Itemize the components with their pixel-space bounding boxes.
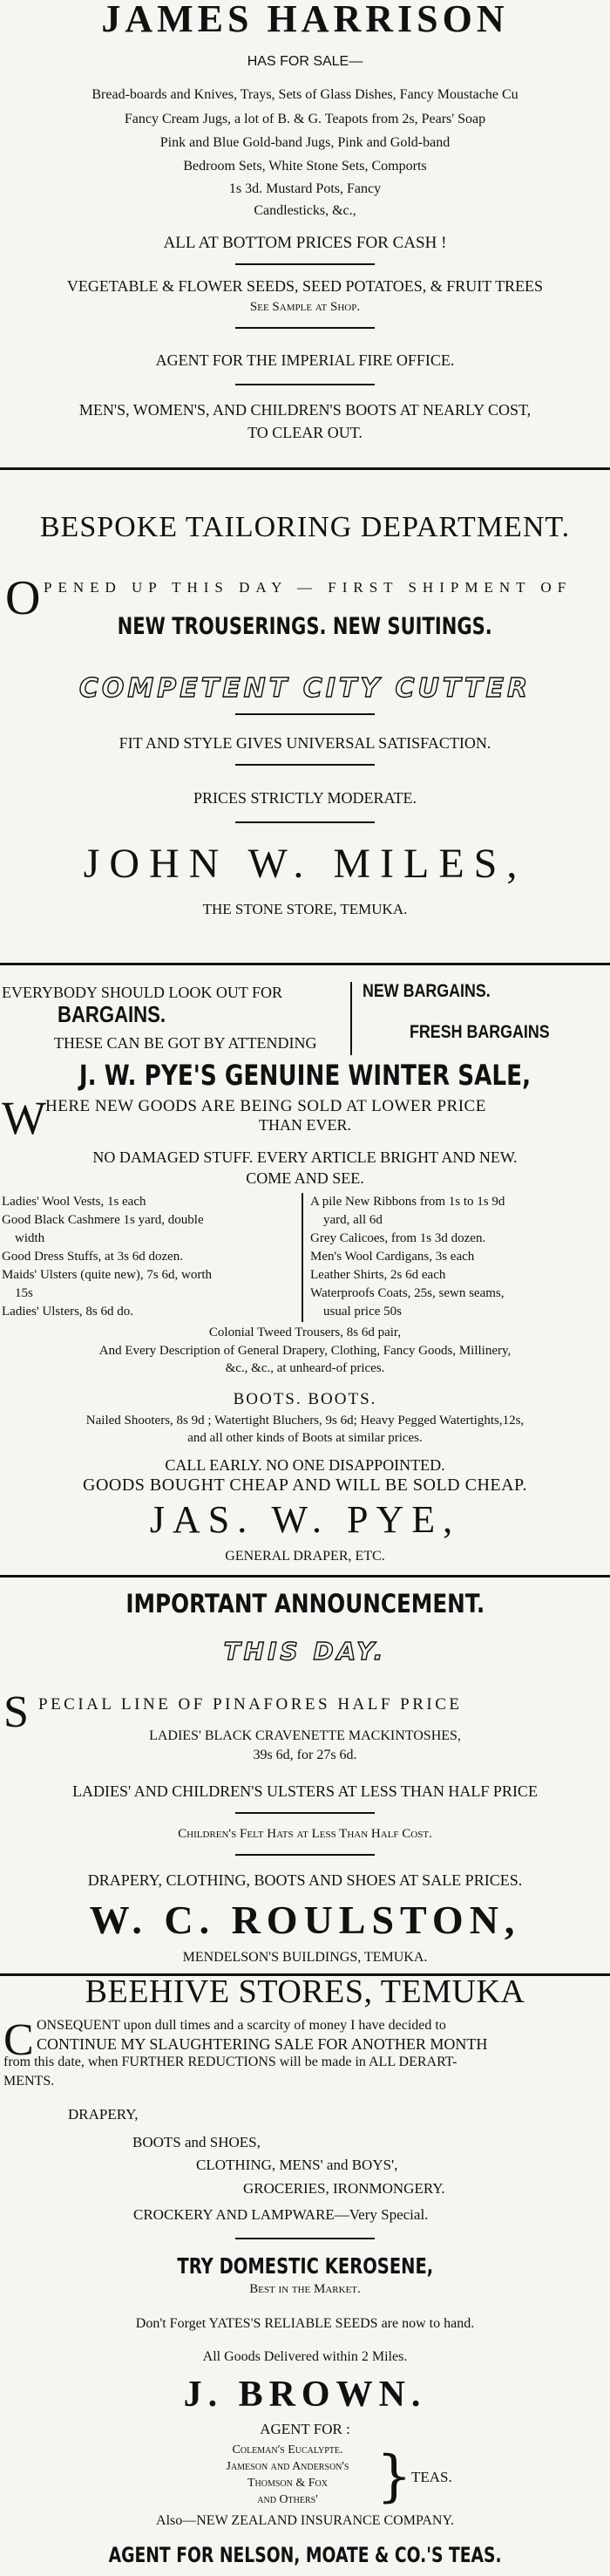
- roulston-address: MENDELSON'S BUILDINGS, TEMUKA.: [182, 1950, 428, 1965]
- brown-insurance: Also—NEW ZEALAND INSURANCE COMPANY.: [156, 2513, 454, 2528]
- brown-department: BOOTS and SHOES,: [132, 2134, 261, 2150]
- pye-bought: GOODS BOUGHT CHEAP AND WILL BE SOLD CHEAP.: [83, 1475, 527, 1495]
- miles-new-goods: NEW TROUSERINGS. NEW SUITINGS.: [117, 613, 493, 640]
- brown-seeds: Don't Forget YATES'S RELIABLE SEEDS are now to hand.: [135, 2316, 475, 2331]
- harrison-goods-line: Candlesticks, &c.,: [254, 203, 356, 218]
- brown-consequent: MENTS.: [3, 2074, 55, 2089]
- list-item: yard, all 6d: [310, 1213, 383, 1227]
- divider: [235, 1812, 375, 1814]
- list-item: A pile New Ribbons from 1s to 1s 9d: [310, 1195, 505, 1209]
- harrison-boots: MEN'S, WOMEN'S, AND CHILDREN'S BOOTS AT NEARLY COST,: [78, 401, 532, 419]
- pye-tweed: Colonial Tweed Trousers, 8s 6d pair,: [208, 1325, 402, 1339]
- harrison-has-for-sale: HAS FOR SALE—: [247, 54, 363, 69]
- roulston-mackintosh: 39s 6d, for 27s 6d.: [253, 1748, 357, 1762]
- brown-consequent: from this date, when FURTHER REDUCTIONS will be made in ALL DERART-: [3, 2055, 458, 2069]
- list-item: Ladies' Ulsters, 8s 6d do.: [2, 1305, 134, 1319]
- brown-delivered: All Goods Delivered within 2 Miles.: [202, 2349, 408, 2364]
- pye-lookout: EVERYBODY SHOULD LOOK OUT FOR: [2, 984, 283, 1001]
- dropcap: O: [5, 571, 41, 625]
- list-item: and Others': [257, 2493, 318, 2506]
- pye-bargains: BARGAINS.: [58, 1001, 166, 1027]
- roulston-ulsters: LADIES' AND CHILDREN'S ULSTERS AT LESS THAN HALF PRICE: [72, 1782, 538, 1800]
- brown-teas-list: [192, 2442, 383, 2508]
- list-item: Waterproofs Coats, 25s, sewn seams,: [310, 1286, 505, 1300]
- pye-no-damaged: NO DAMAGED STUFF. EVERY ARTICLE BRIGHT AND NEW.: [92, 1148, 518, 1166]
- miles-opened: PENED UP THIS DAY — FIRST SHIPMENT OF: [44, 579, 573, 596]
- divider: [235, 713, 375, 715]
- harrison-cash: ALL AT BOTTOM PRICES FOR CASH !: [163, 234, 447, 252]
- column-rule: [0, 467, 610, 470]
- pye-come: COME AND SEE.: [246, 1169, 364, 1187]
- brown-nelson: AGENT FOR NELSON, MOATE & CO.'S TEAS.: [108, 2543, 502, 2567]
- roulston-mackintosh: LADIES' BLACK CRAVENETTE MACKINTOSHES,: [149, 1728, 461, 1743]
- miles-cutter: COMPETENT CITY CUTTER: [78, 673, 532, 704]
- brown-teas: TEAS.: [411, 2469, 452, 2485]
- dropcap: C: [3, 2015, 34, 2065]
- brown-consequent: CONTINUE MY SLAUGHTERING SALE FOR ANOTHER MONTH: [37, 2035, 488, 2053]
- brown-department: CROCKERY AND LAMPWARE—Very Special.: [133, 2206, 429, 2223]
- roulston-felt: Children's Felt Hats at Less Than Half Cost.: [178, 1827, 432, 1841]
- roulston-heading: IMPORTANT ANNOUNCEMENT.: [125, 1589, 485, 1619]
- list-item: Good Dress Stuffs, at 3s 6d dozen.: [2, 1250, 184, 1264]
- roulston-this-day: THIS DAY.: [223, 1637, 387, 1666]
- column-rule: [0, 963, 610, 965]
- divider: [235, 263, 375, 265]
- brown-consequent: ONSEQUENT upon dull times and a scarcity of money I have decided to: [37, 2018, 446, 2033]
- pye-title: GENERAL DRAPER, ETC.: [225, 1549, 385, 1564]
- pye-name: JAS. W. PYE,: [149, 1498, 461, 1541]
- pye-where: HERE NEW GOODS ARE BEING SOLD AT LOWER PRICE: [45, 1097, 486, 1115]
- list-item: usual price 50s: [310, 1305, 402, 1319]
- pye-right-list: [310, 1193, 505, 1321]
- list-item: Maids' Ulsters (quite new), 7s 6d, worth: [2, 1268, 213, 1282]
- pye-where: THAN EVER.: [259, 1116, 351, 1134]
- brown-department: DRAPERY,: [68, 2106, 139, 2123]
- brown-department: CLOTHING, MENS' and BOYS',: [196, 2157, 398, 2173]
- list-item: Coleman's Eucalypte.: [232, 2443, 343, 2457]
- list-item: Grey Calicoes, from 1s 3d dozen.: [310, 1231, 486, 1245]
- brown-name: J. BROWN.: [183, 2375, 427, 2415]
- pye-left-list: [2, 1193, 212, 1321]
- pye-call: CALL EARLY. NO ONE DISAPPOINTED.: [165, 1456, 445, 1474]
- miles-heading: BESPOKE TAILORING DEPARTMENT.: [39, 511, 571, 543]
- roulston-special: PECIAL LINE OF PINAFORES HALF PRICE: [38, 1695, 463, 1714]
- harrison-goods-line: Fancy Cream Jugs, a lot of B. & G. Teapots from 2s, Pears' Soap: [124, 112, 486, 126]
- harrison-sample: See Sample at Shop.: [249, 300, 361, 314]
- miles-address: THE STONE STORE, TEMUKA.: [202, 901, 408, 917]
- dropcap: S: [3, 1687, 29, 1737]
- miles-fit: FIT AND STYLE GIVES UNIVERSAL SATISFACTION.: [119, 734, 491, 752]
- harrison-boots: TO CLEAR OUT.: [247, 424, 363, 441]
- divider: [235, 384, 375, 385]
- brace-line: [350, 982, 352, 1055]
- pye-boots-line: Nailed Shooters, 8s 9d ; Watertight Bluchers, 9s 6d; Heavy Pegged Watertights,12s,: [85, 1414, 525, 1428]
- list-item: width: [2, 1231, 45, 1245]
- pye-boots-line: and all other kinds of Boots at similar prices.: [187, 1431, 423, 1445]
- divider: [235, 2238, 375, 2239]
- list-item: Ladies' Wool Vests, 1s each: [2, 1195, 146, 1209]
- roulston-drapery: DRAPERY, CLOTHING, BOOTS AND SHOES AT SALE PRICES.: [87, 1871, 523, 1889]
- list-item: Jameson and Anderson's: [226, 2460, 349, 2473]
- pye-boots-heading: BOOTS. BOOTS.: [233, 1390, 377, 1408]
- brace-icon: }: [376, 2444, 412, 2509]
- brown-best: Best in the Market.: [249, 2282, 361, 2296]
- list-item: Thomson & Fox: [247, 2477, 328, 2490]
- list-item: Leather Shirts, 2s 6d each: [310, 1268, 446, 1282]
- column-separator: [302, 1193, 303, 1322]
- miles-prices: PRICES STRICTLY MODERATE.: [193, 789, 417, 807]
- harrison-goods-line: Pink and Blue Gold-band Jugs, Pink and Gold-band: [159, 135, 451, 150]
- brown-department: GROCERIES, IRONMONGERY.: [243, 2180, 445, 2197]
- divider: [235, 821, 375, 823]
- brown-agent: AGENT FOR :: [260, 2421, 350, 2437]
- pye-attending: THESE CAN BE GOT BY ATTENDING: [54, 1034, 317, 1052]
- dropcap: W: [2, 1092, 46, 1144]
- roulston-name: W. C. ROULSTON,: [89, 1898, 521, 1942]
- list-item: Good Black Cashmere 1s yard, double: [2, 1213, 204, 1227]
- list-item: Men's Wool Cardigans, 3s each: [310, 1250, 475, 1264]
- harrison-goods-line: Bread-boards and Knives, Trays, Sets of Glass Dishes, Fancy Moustache Cu: [92, 87, 518, 102]
- pye-sale: J. W. PYE'S GENUINE WINTER SALE,: [78, 1059, 532, 1092]
- divider: [235, 1854, 375, 1856]
- column-rule: [0, 1575, 610, 1578]
- harrison-seeds: VEGETABLE & FLOWER SEEDS, SEED POTATOES, & FRUIT TREES: [66, 277, 544, 295]
- pye-fresh-bargains: FRESH BARGAINS: [410, 1022, 550, 1042]
- miles-name: JOHN W. MILES,: [83, 841, 527, 887]
- harrison-name: JAMES HARRISON: [101, 0, 509, 40]
- brown-kerosene: TRY DOMESTIC KEROSENE,: [177, 2253, 433, 2279]
- pye-new-bargains: NEW BARGAINS.: [363, 981, 491, 1001]
- pye-drapery: And Every Description of General Drapery, Clothing, Fancy Goods, Millinery,: [98, 1344, 512, 1358]
- divider: [235, 327, 375, 329]
- brown-heading: BEEHIVE STORES, TEMUKA: [85, 1973, 525, 2010]
- pye-drapery: &c., &c., at unheard-of prices.: [225, 1361, 385, 1375]
- divider: [235, 764, 375, 766]
- harrison-agent: AGENT FOR THE IMPERIAL FIRE OFFICE.: [155, 351, 455, 369]
- harrison-goods-line: Bedroom Sets, White Stone Sets, Comports: [183, 159, 427, 174]
- list-item: 15s: [2, 1286, 33, 1300]
- harrison-goods-line: 1s 3d. Mustard Pots, Fancy: [228, 181, 382, 196]
